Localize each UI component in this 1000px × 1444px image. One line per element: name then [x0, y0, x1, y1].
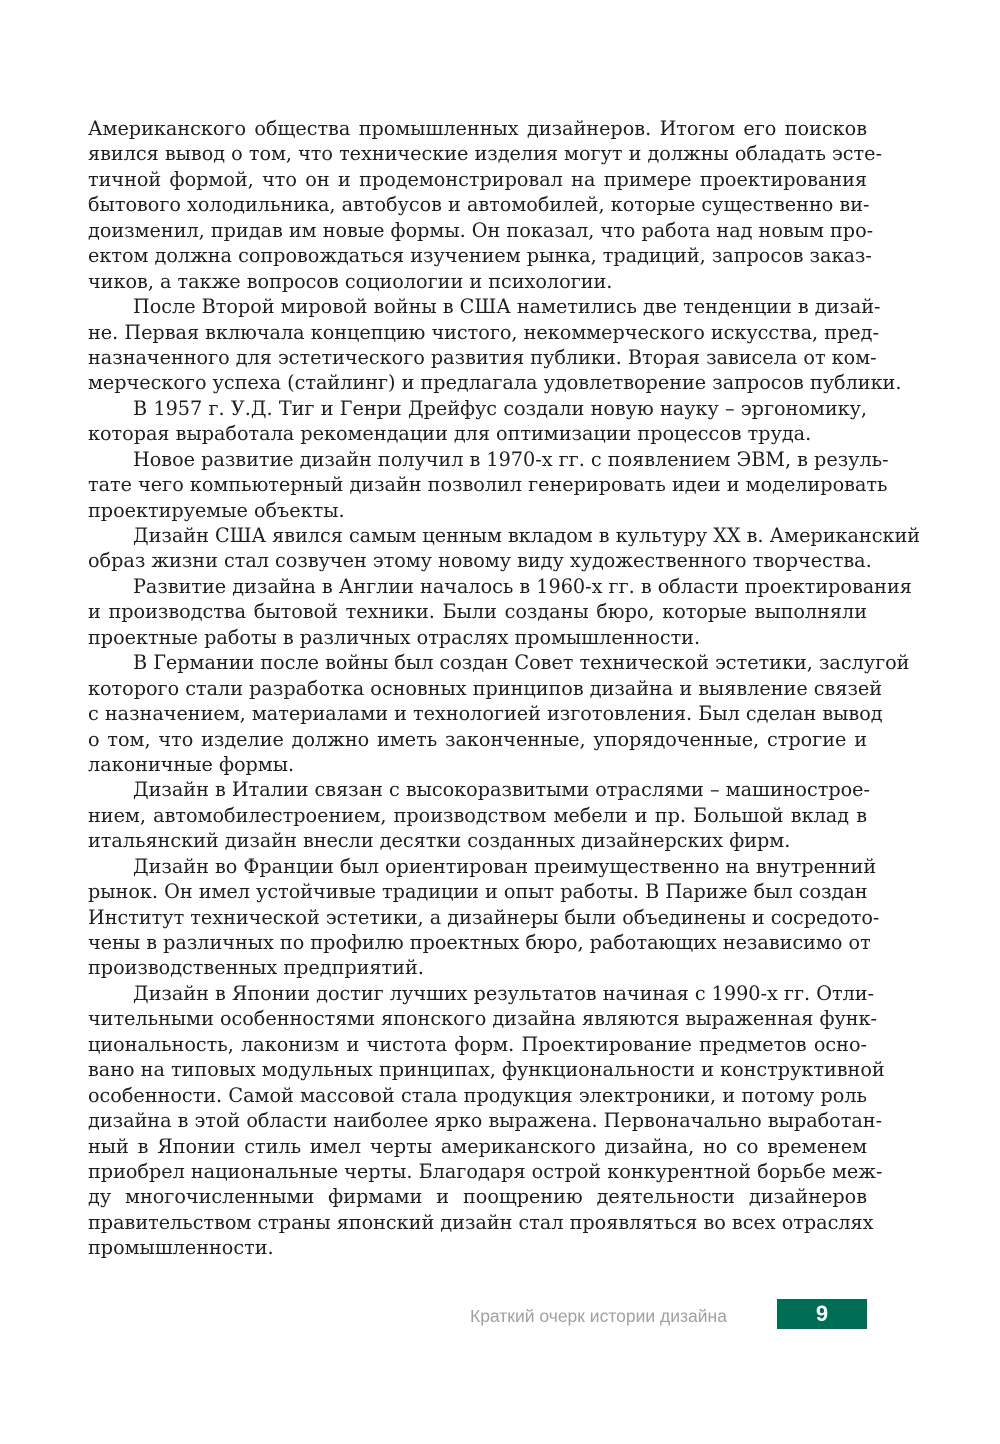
body-text	[88, 116, 921, 1261]
text-line: и производства бытовой техники. Были созданы бюро, которые выполняли	[88, 600, 867, 624]
text-line: доизменил, придав им новые формы. Он показал, что работа над новым про-	[88, 218, 874, 242]
text-line: Дизайн в Японии достиг лучших результатов начиная с 1990-х гг. Отли-	[133, 981, 875, 1005]
text-line: вано на типовых модульных принципах, функциональности и конструктивной	[88, 1058, 885, 1082]
text-line: приобрел национальные черты. Благодаря острой конкурентной борьбе меж-	[88, 1159, 883, 1183]
page-number: 9	[777, 1299, 867, 1329]
text-line: производственных предприятий.	[88, 956, 424, 980]
paragraph	[88, 116, 882, 294]
text-line: циональность, лаконизм и чистота форм. Проектирование предметов осно-	[88, 1032, 867, 1056]
text-line: тате чего компьютерный дизайн позволил генерировать идеи и моделировать	[88, 473, 888, 497]
text-line: особенности. Самой массовой стала продукция электроники, и потому роль	[88, 1083, 867, 1107]
text-line: Развитие дизайна в Англии началось в 1960-х гг. в области проектирования	[133, 574, 912, 598]
text-line: нием, автомобилестроением, производством мебели и пр. Большой вклад в	[88, 803, 867, 827]
text-line: не. Первая включала концепцию чистого, некоммерческого искусства, пред-	[88, 320, 879, 344]
paragraph	[88, 396, 867, 447]
paragraph	[88, 981, 885, 1261]
paragraph	[88, 294, 902, 396]
text-line: В Германии после войны был создан Совет технической эстетики, заслугой	[133, 651, 910, 675]
text-line: о том, что изделие должно иметь законченные, упорядоченные, строгие и	[88, 727, 867, 751]
text-line: тичной формой, что он и продемонстрировал на примере проектирования	[88, 167, 867, 191]
text-line: Дизайн во Франции был ориентирован преимущественно на внутренний	[133, 854, 877, 878]
text-line: с назначением, материалами и технологией изготовления. Был сделан вывод	[88, 702, 883, 726]
text-line: промышленности.	[88, 1236, 274, 1260]
text-line: образ жизни стал созвучен этому новому виду художественного творчества.	[88, 549, 872, 573]
text-line: рынок. Он имел устойчивые традиции и опыт работы. В Париже был создан	[88, 880, 868, 904]
running-title: Краткий очерк истории дизайна	[470, 1306, 727, 1326]
text-line: итальянский дизайн внесли десятки созданных дизайнерских фирм.	[88, 829, 791, 853]
text-line: чены в различных по профилю проектных бюро, работающих независимо от	[88, 931, 871, 954]
paragraph	[88, 854, 880, 981]
text-line: В 1957 г. У.Д. Тиг и Генри Дрейфус создали новую науку – эргономику,	[133, 396, 867, 420]
text-line: Институт технической эстетики, а дизайнеры были объединены и сосредото-	[88, 905, 880, 929]
text-line: Американского общества промышленных дизайнеров. Итогом его поисков	[88, 117, 867, 140]
text-line: правительством страны японский дизайн стал проявляться во всех отраслях	[88, 1210, 874, 1234]
text-line: назначенного для эстетического развития публики. Вторая зависела от ком-	[88, 345, 877, 369]
text-line: чиков, а также вопросов социологии и психологии.	[88, 269, 613, 293]
text-line: Дизайн США явился самым ценным вкладом в культуру ХХ в. Американский	[133, 524, 921, 547]
text-line: мерческого успеха (стайлинг) и предлагала удовлетворение запросов публики.	[88, 371, 902, 395]
text-line: Дизайн в Италии связан с высокоразвитыми отраслями – машинострое-	[133, 778, 871, 802]
text-line: лаконичные формы.	[88, 752, 295, 776]
paragraph	[88, 447, 889, 523]
text-line: ный в Японии стиль имел черты американского дизайна, но со временем	[88, 1134, 867, 1158]
text-line: которого стали разработка основных принципов дизайна и выявление связей	[88, 676, 883, 700]
paragraph	[88, 574, 912, 650]
text-line: ектом должна сопровождаться изучением рынка, традиций, запросов заказ-	[88, 244, 872, 268]
text-line: проектные работы в различных отраслях промышленности.	[88, 625, 701, 649]
text-line: явился вывод о том, что технические изделия могут и должны обладать эсте-	[88, 142, 882, 166]
text-line: Новое развитие дизайн получил в 1970-х гг. с появлением ЭВМ, в резуль-	[133, 447, 889, 471]
text-line: которая выработала рекомендации для оптимизации процессов труда.	[88, 422, 812, 446]
text-line: проектируемые объекты.	[88, 498, 345, 522]
text-line: дизайна в этой области наиболее ярко выражена. Первоначально выработан-	[88, 1109, 883, 1133]
text-line: чительными особенностями японского дизайна являются выраженная функ-	[88, 1007, 878, 1031]
paragraph	[88, 650, 910, 777]
paragraph	[88, 523, 921, 574]
text-line: бытового холодильника, автобусов и автомобилей, которые существенно ви-	[88, 193, 870, 217]
text-line: ду многочисленными фирмами и поощрению деятельности дизайнеров	[88, 1185, 867, 1209]
paragraph	[88, 777, 871, 853]
text-line: После Второй мировой войны в США наметились две тенденции в дизай-	[133, 295, 881, 319]
